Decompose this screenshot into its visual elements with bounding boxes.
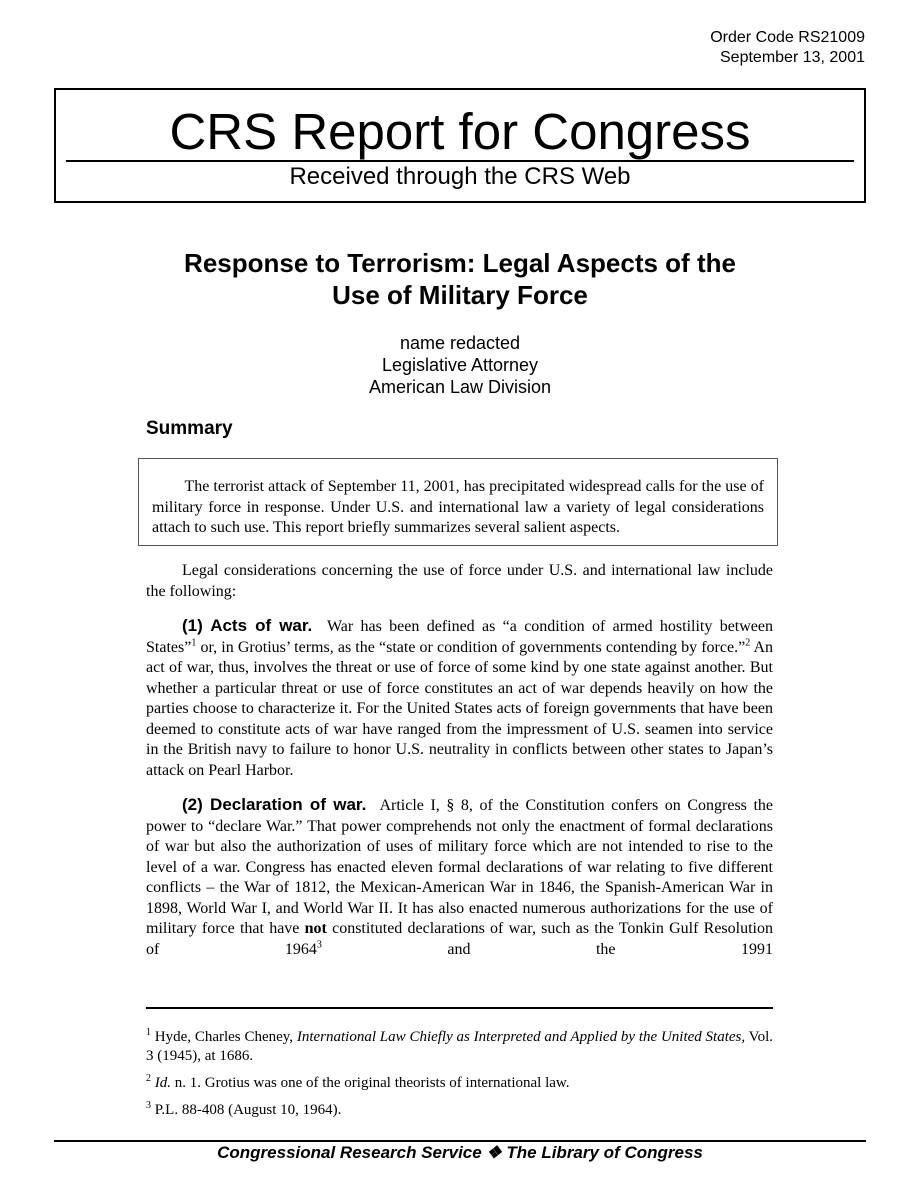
emphasis-not: not	[304, 920, 327, 937]
footnote-ref-2[interactable]: 2	[745, 637, 751, 649]
footnote-citation-title: Id.	[154, 1075, 171, 1091]
footnote-citation-title: International Law Chiefly as Interpreted and Applied by the United States,	[296, 1029, 746, 1045]
acts-of-war-heading: (1) Acts of war.	[182, 616, 313, 635]
summary-box	[138, 458, 778, 546]
report-header	[54, 88, 866, 203]
footnotes	[146, 1028, 773, 1128]
report-subtitle: Received through the CRS Web	[289, 163, 631, 190]
author-division: American Law Division	[368, 377, 552, 397]
report-title: CRS Report for Congress	[169, 103, 751, 160]
footnote-number: 3	[146, 1100, 151, 1111]
declaration-of-war-heading: (2) Declaration of war.	[182, 795, 367, 814]
body-text	[146, 561, 773, 974]
paragraph-text: constituted declarations of war, such as the Tonkin Gulf Resolution of 1964	[146, 920, 773, 958]
order-info	[710, 28, 865, 68]
author-name: name redacted	[399, 333, 521, 353]
summary-heading: Summary	[146, 418, 233, 439]
intro-paragraph: Legal considerations concerning the use of force under U.S. and international law include the following:	[146, 562, 773, 600]
footnote-number: 1	[146, 1027, 151, 1038]
author-role: Legislative Attorney	[381, 355, 539, 375]
document-title-line-2: Use of Military Force	[332, 280, 588, 310]
paragraph-acts-of-war	[146, 616, 773, 781]
paragraph-text: An act of war, thus, involves the threat or use of force of some kind by one state against another. But whether a particular threat or use of force constitutes an act of war depends heavily on how the parties choose to characterize it. For the United States acts of foreign governments that have been deemed to constitute acts of war have ranged from the impressment of U.S. seamen into service in the British navy to failure to honor U.S. neutrality in conflicts between other states to Japan’s attack on Pearl Harbor.	[146, 638, 773, 779]
footnote-3	[146, 1101, 773, 1120]
summary-text-content: The terrorist attack of September 11, 2001, has precipitated widespread calls for the use of military force in response. Under U.S. and international law a variety of legal considerations attach to such use. This report briefly summarizes several salient aspects.	[152, 478, 764, 536]
paragraph-text: and the 1991	[321, 940, 774, 958]
paragraph-text: Article I, § 8, of the Constitution confers on Congress the power to “declare War.” That power comprehends not only the enactment of formal declarations of war but also the authorization of uses of military force which are not intended to rise to the level of a war. Congress has enacted eleven formal declarations of war relating to five different conflicts – the War of 1812, the Mexican-American War in 1846, the Spanish-American War in 1898, World War I, and World War II. It has also enacted numerous authorizations for the use of military force that have	[146, 797, 773, 937]
document-title	[100, 247, 820, 311]
footnote-number: 2	[146, 1073, 151, 1084]
paragraph-text: or, in Grotius’ terms, as the “state or condition of governments contending by force.”	[196, 638, 746, 656]
footnote-ref-1[interactable]: 1	[191, 637, 197, 649]
order-code: Order Code RS21009	[710, 29, 865, 46]
footnote-1	[146, 1028, 773, 1066]
summary-text	[152, 477, 764, 539]
page-footer: Congressional Research Service ❖ The Library of Congress	[217, 1143, 703, 1162]
paragraph-text: War has been defined as “a condition of armed hostility between States”	[146, 618, 773, 656]
footnote-text: Hyde, Charles Cheney,	[151, 1029, 297, 1045]
order-date: September 13, 2001	[720, 49, 865, 66]
footnote-2	[146, 1074, 773, 1093]
document-title-line-1: Response to Terrorism: Legal Aspects of the	[184, 248, 736, 278]
footnote-text: P.L. 88-408 (August 10, 1964).	[151, 1102, 342, 1118]
footnote-ref-3[interactable]: 3	[316, 939, 322, 951]
footnote-divider	[146, 1007, 773, 1009]
paragraph-declaration-of-war	[146, 795, 773, 960]
author-block	[0, 332, 920, 398]
header-divider	[66, 160, 854, 162]
footnote-text: Vol. 3 (1945), at 1686.	[146, 1029, 773, 1064]
footer-divider	[54, 1140, 866, 1142]
footnote-text: n. 1. Grotius was one of the original theorists of international law.	[171, 1075, 570, 1091]
